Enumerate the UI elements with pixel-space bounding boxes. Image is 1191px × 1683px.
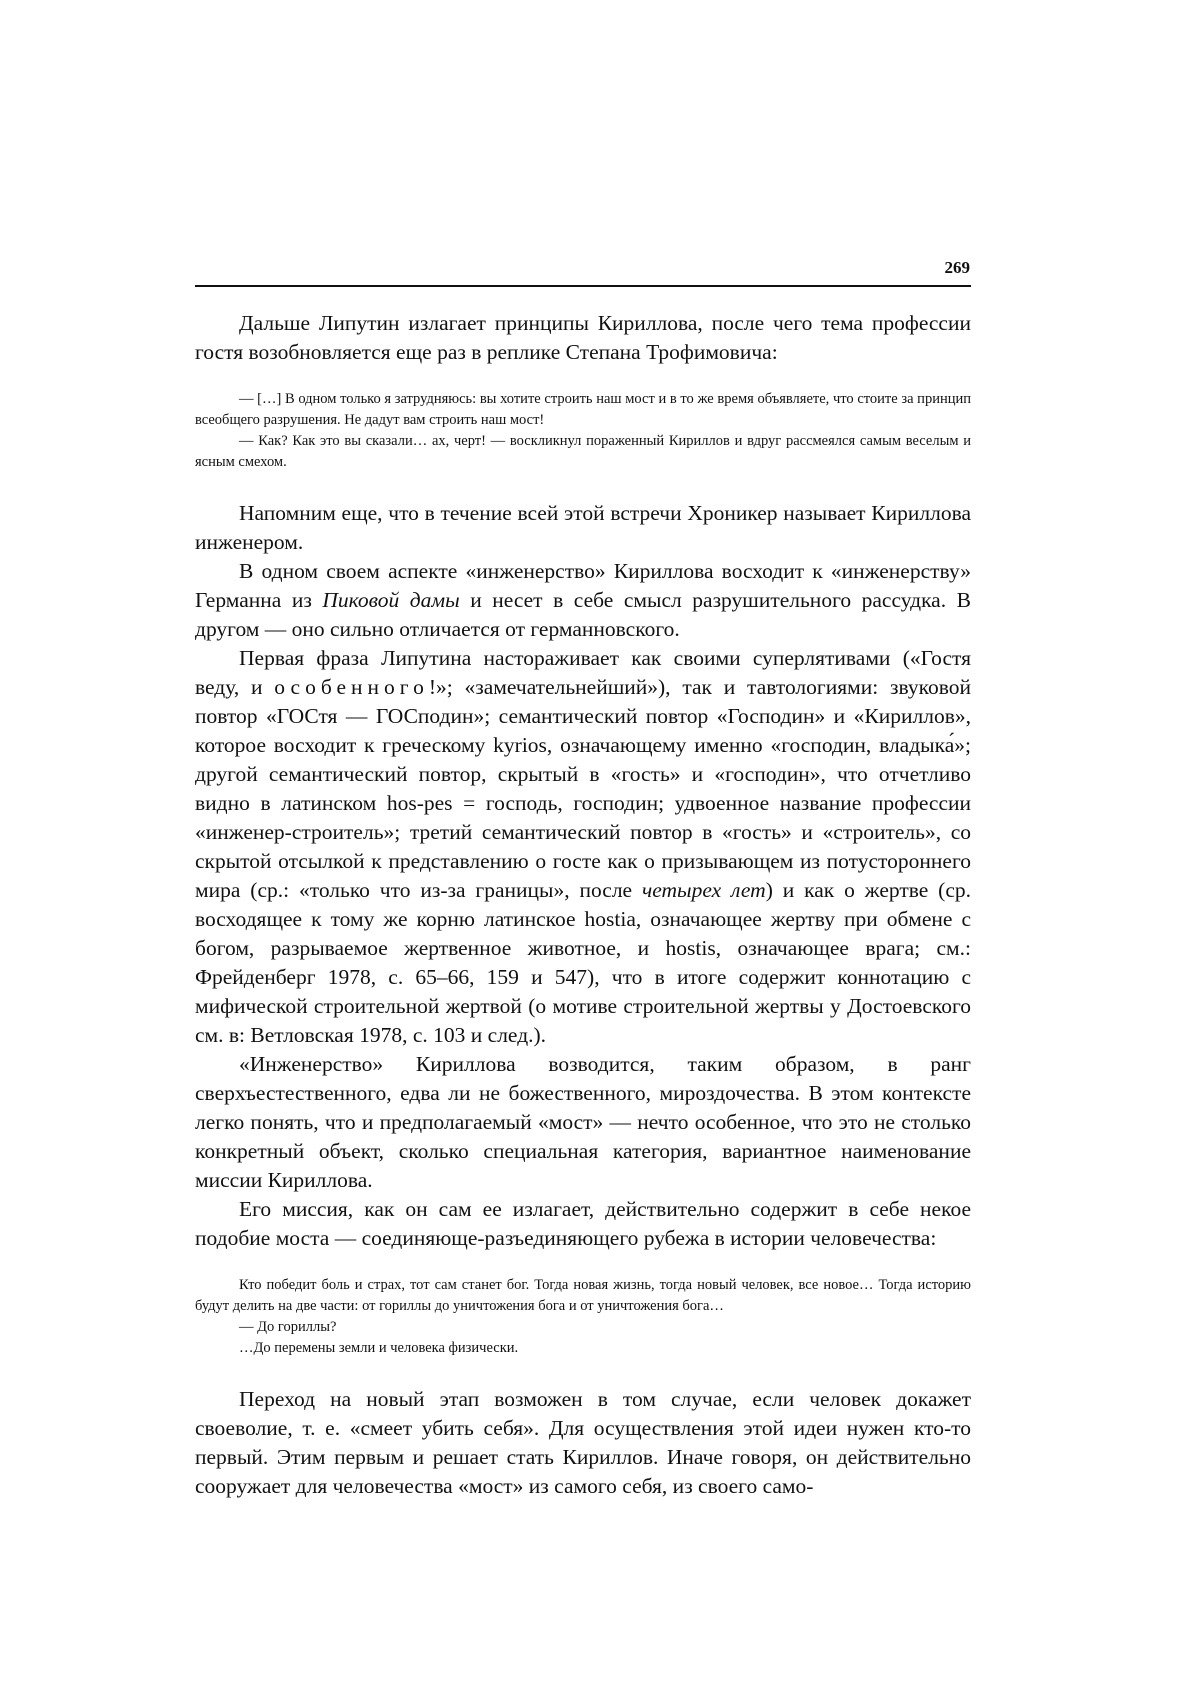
text-column — [195, 309, 971, 1501]
italic-title: Пиковой дамы — [322, 588, 460, 612]
text-segment: Первая фраза Липутина настораживает как своими суперлятивами («Гостя веду, и — [195, 646, 971, 699]
spaced-emphasis: особенного — [274, 675, 429, 699]
italic-phrase: четырех лет — [641, 878, 766, 902]
paragraph-superlatives — [195, 644, 971, 1050]
quote-block-gorilla — [195, 1275, 971, 1359]
quote-line-god: Кто победит боль и страх, тот сам станет бог. Тогда новая жизнь, тогда новый человек, все новое… Тогда историю будут делить на две части: от гориллы до уничтожения бога и от уничтожения бога… — [195, 1277, 971, 1314]
paragraph-engineer: Напомним еще, что в течение всей этой встречи Хроникер называет Кириллова инженером. — [195, 501, 971, 554]
paragraph-engineering-aspect — [195, 557, 971, 644]
paragraph-mission: Его миссия, как он сам ее излагает, действительно содержит в себе некое подобие моста — соединяюще-разъединяющего рубежа в истории человечества: — [195, 1197, 971, 1250]
text-segment: ) и как о жертве (ср. восходящее к тому же корню латинское hostia, означающее жертву при обмене с богом, разрываемое жертвенное животное, и hostis, означающее врага; см.: Фрейденберг 1978, с. 65–66, 159 и 547), что в итоге содержит коннотацию с мифической строительной жертвой (о мотиве строительной жертвы у Достоевского см. в: Ветловская 1978, с. 103 и след.). — [195, 878, 971, 1047]
quote-line-kirillov: — Как? Как это вы сказали… ах, черт! — воскликнул пораженный Кириллов и вдруг рассмеялся самым веселым и ясным смехом. — [195, 433, 971, 470]
quote-block-bridge — [195, 389, 971, 473]
paragraph-liputin-principles: Дальше Липутин излагает принципы Кириллова, после чего тема профессии гостя возобновляется еще раз в реплике Степана Трофимовича: — [195, 311, 971, 364]
text-segment: !»; «замечательнейший»), так и тавтологиями: звуковой повтор «ГОСтя — ГОСподин»; семантический повтор «Господин» и «Кириллов», которое восходит к греческому kyrios, означающему именно «господин, владыка́»; другой семантический повтор, скрытый в «гость» и «господин», что отчетливо видно в латинском hos-pes = господь, господин; удвоенное название профессии «инженер-строитель»; третий семантический повтор в «гость» и «строитель», со скрытой отсылкой к представлению о госте как о призывающем из потустороннего мира (ср.: «только что из-за границы», после — [195, 675, 971, 902]
paragraph-supernatural: «Инженерство» Кириллова возводится, таким образом, в ранг сверхъестественного, едва ли не божественного, мироздочества. В этом контексте легко понять, что и предполагаемый «мост» — нечто особенное, что это не столько конкретный объект, сколько специальная категория, вариантное наименование миссии Кириллова. — [195, 1052, 971, 1192]
page-number: 269 — [944, 258, 970, 277]
text-segment: В одном своем аспекте «инженерство» Кириллова восходит к «инженерству» Германна из — [195, 559, 971, 612]
quote-line-earth: …До перемены земли и человека физически. — [239, 1340, 519, 1356]
header-rule — [195, 285, 971, 287]
paragraph-transition: Переход на новый этап возможен в том случае, если человек докажет своеволие, т. е. «смеет убить себя». Для осуществления этой идеи нужен кто-то первый. Этим первым и решает стать Кириллов. Иначе говоря, он действительно сооружает для человечества «мост» из самого себя, из своего само- — [195, 1387, 971, 1498]
text-segment: и несет в себе смысл разрушительного рассудка. В другом — оно сильно отличается от германновского. — [195, 588, 971, 641]
quote-line-gorilla: — До гориллы? — [239, 1319, 337, 1335]
quote-line-stepan: — […] В одном только я затрудняюсь: вы хотите строить наш мост и в то же время объявляете, что стоите за принцип всеобщего разрушения. Не дадут вам строить наш мост! — [195, 391, 971, 428]
